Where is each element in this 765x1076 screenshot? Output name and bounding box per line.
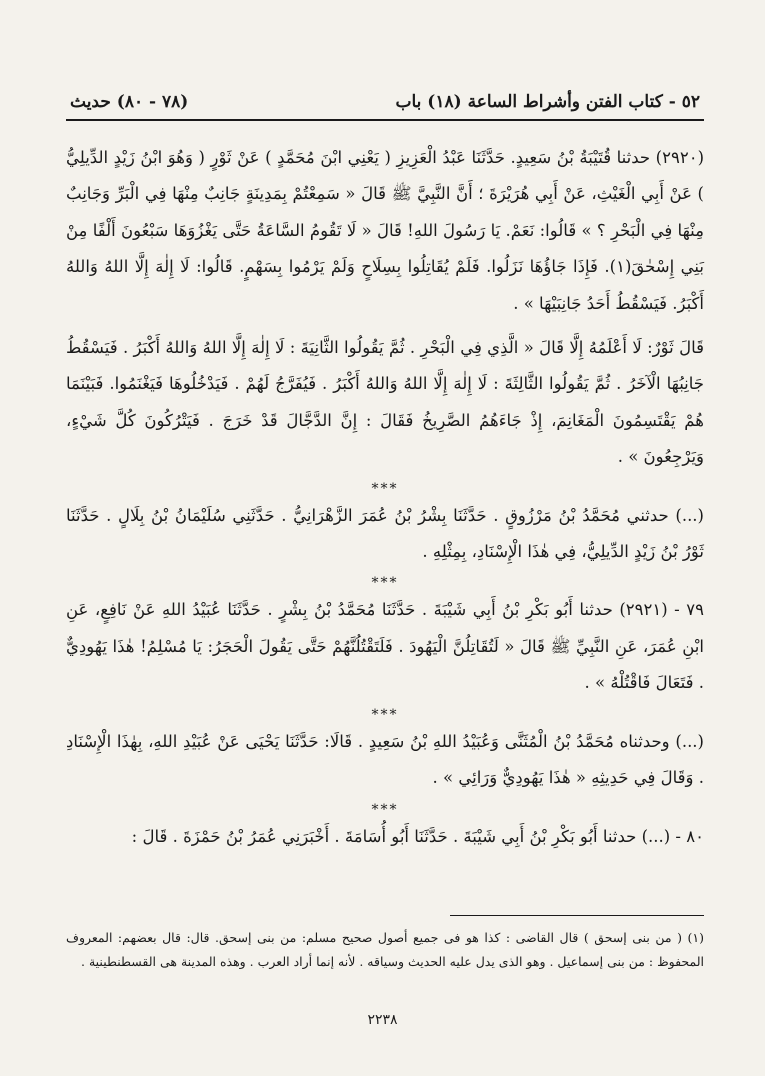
section-separator: ***	[371, 575, 399, 592]
page-number: ٢٢٣٨	[367, 1012, 398, 1028]
section-separator: ***	[371, 801, 399, 818]
hadith-2920-chain: (...) حدثني مُحَمَّدُ بْنُ مَرْزُوقٍ . حَدَّثَنَا بِشْرُ بْنُ عُمَرَ الزَّهْرَانِيُّ . حَدَّثَنِي سُلَيْمَانُ بْنُ بِلَالٍ . حَدَّثَنَا ثَوْرُ بْنُ زَيْدٍ الدِّيلِيُّ، فِي هٰذَا الْإِسْنَادِ، بِمِثْلِهِ .	[66, 505, 704, 562]
footnote-divider	[450, 915, 704, 916]
hadith-79-chain: (...) وحدثناه مُحَمَّدُ بْنُ الْمُثَنَّى وَعُبَيْدُ اللهِ بْنُ سَعِيدٍ . قَالَا: حَدَّثَنَا يَحْيَى عَنْ عُبَيْدِ اللهِ، بِهٰذَا الْإِسْنَادِ . وَقَالَ فِي حَدِيثِهِ « هٰذَا يَهُودِيٌّ وَرَائِي » .	[66, 731, 704, 788]
header-chapter: ٥٢ - كتاب الفتن وأشراط الساعة (١٨) باب	[395, 92, 700, 112]
footnote: (١) ( من بنى إسحق ) قال القاضى : كذا هو فى جميع أصول صحيح مسلم: من بنى إسحق. قال: قال بعضهم: المعروف المحفوظ : من بنى إسماعيل . وهو الذى يدل عليه الحديث وسياقه . لأنه إنما أراد العرب . وهذه المدينة هى القسطنطينية .	[66, 930, 704, 969]
header-hadith-range: (٧٨ - ٨٠) حديث	[70, 92, 189, 112]
running-header	[70, 86, 700, 118]
hadith-2920-continued: قَالَ ثَوْرٌ: لَا أَعْلَمُهُ إِلَّا قَالَ « الَّذِي فِي الْبَحْرِ . ثُمَّ يَقُولُوا الثَّانِيَةَ : لَا إِلٰهَ إِلَّا اللهُ وَاللهُ أَكْبَرُ . فَيَسْقُطُ جَانِبُهَا الْآخَرُ . ثُمَّ يَقُولُوا الثَّالِثَةَ : لَا إِلٰهَ إِلَّا اللهُ وَاللهُ أَكْبَرُ . فَيُفَرَّجُ لَهُمْ . فَيَدْخُلُوهَا فَيَغْنَمُوا. فَبَيْنَمَا هُمْ يَقْتَسِمُونَ الْمَغَانِمَ، إِذْ جَاءَهُمُ الصَّرِيخُ فَقَالَ : إِنَّ الدَّجَّالَ قَدْ خَرَجَ . فَيَتْرُكُونَ كُلَّ شَيْءٍ، وَيَرْجِعُونَ » .	[66, 338, 704, 467]
header-divider	[66, 119, 704, 121]
hadith-80: ٨٠ - (...) حدثنا أَبُو بَكْرِ بْنُ أَبِي شَيْبَةَ . حَدَّثَنَا أَبُو أُسَامَةَ . أَخْبَرَنِي عُمَرُ بْنُ حَمْزَةَ . قَالَ :	[131, 826, 704, 846]
hadith-79: ٧٩ - (٢٩٢١) حدثنا أَبُو بَكْرِ بْنُ أَبِي شَيْبَةَ . حَدَّثَنَا مُحَمَّدُ بْنُ بِشْرٍ . حَدَّثَنَا عُبَيْدُ اللهِ عَنْ نَافِعٍ، عَنِ ابْنِ عُمَرَ، عَنِ النَّبِيِّ ﷺ قَالَ « لَتُقَاتِلُنَّ الْيَهُودَ . فَلَتَقْتُلُنَّهُمْ حَتَّى يَقُولَ الْحَجَرُ: يَا مُسْلِمُ! هٰذَا يَهُودِيٌّ . فَتَعَالَ فَاقْتُلْهُ » .	[66, 600, 705, 693]
hadith-2920: (٢٩٢٠) حدثنا قُتَيْبَةُ بْنُ سَعِيدٍ. حَدَّثَنَا عَبْدُ الْعَزِيزِ ( يَعْنِي ابْنَ مُحَمَّدٍ ) عَنْ ثَوْرٍ ( وَهُوَ ابْنُ زَيْدٍ الدِّيلِيُّ ) عَنْ أَبِي الْغَيْثِ، عَنْ أَبِي هُرَيْرَةَ ؛ أَنَّ النَّبِيَّ ﷺ قَالَ « سَمِعْتُمْ بِمَدِينَةٍ جَانِبٌ مِنْهَا فِي الْبَرِّ وَجَانِبٌ مِنْهَا فِي الْبَحْرِ ؟ » قَالُوا: نَعَمْ. يَا رَسُولَ اللهِ! قَالَ « لَا تَقُومُ السَّاعَةُ حَتَّى يَغْزُوَهَا سَبْعُونَ أَلْفًا مِنْ بَنِي إِسْحٰقَ(١). فَإِذَا جَاؤُهَا نَزَلُوا. فَلَمْ يُقَاتِلُوا بِسِلَاحٍ وَلَمْ يَرْمُوا بِسَهْمٍ. قَالُوا: لَا إِلٰهَ إِلَّا اللهُ وَاللهُ أَكْبَرُ. فَيَسْقُطُ أَحَدُ جَانِبَيْهَا » .	[66, 148, 705, 313]
section-separator: ***	[371, 706, 399, 723]
main-text	[66, 140, 704, 855]
section-separator: ***	[371, 480, 399, 497]
